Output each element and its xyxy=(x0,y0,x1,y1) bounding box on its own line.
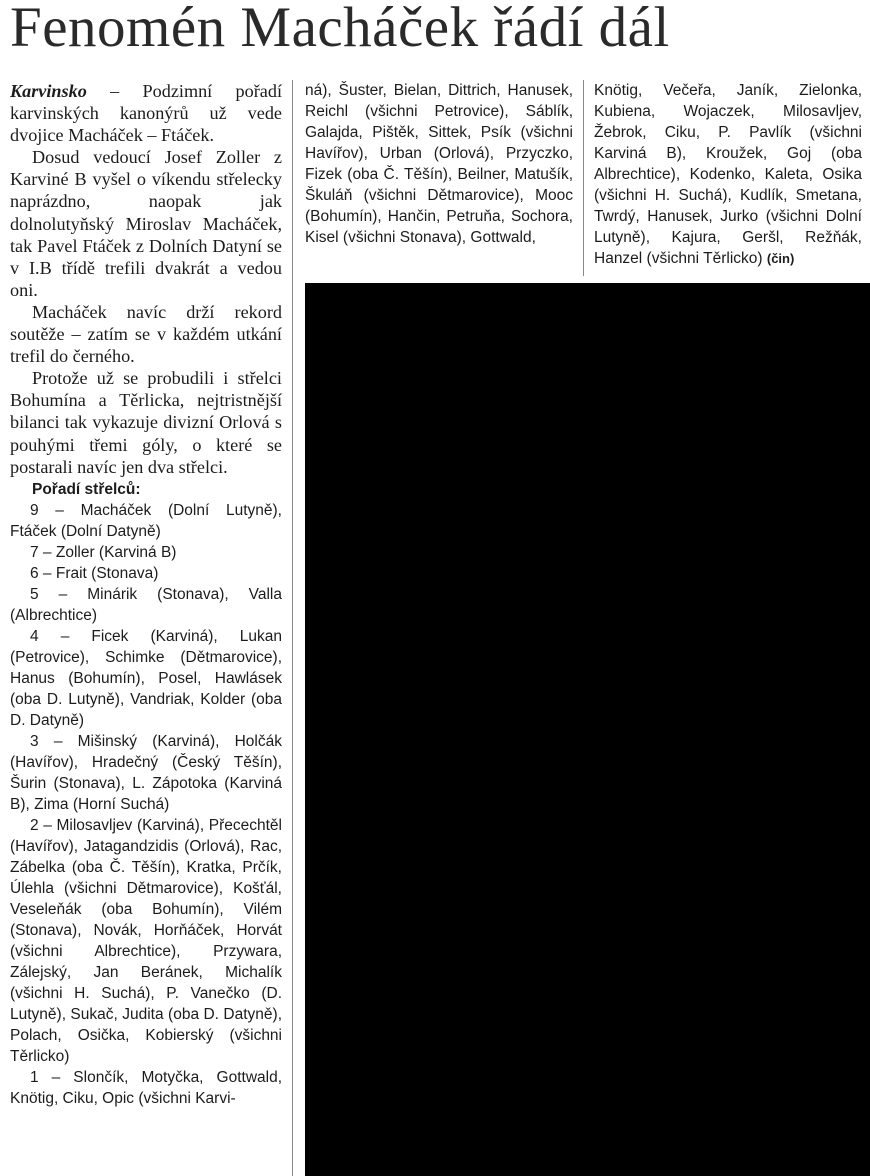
scorers-entry: 6 – Frait (Stonava) xyxy=(30,564,159,582)
body-paragraph: Protože už se probudili i střelci Bohumína a Těrlicka, nejtristnější bilanci tak vykazuje divizní Orlová s pouhými třemi góly, o které se postarali navíc jen dva střelci. xyxy=(10,368,282,477)
scorers-entry: 7 – Zoller (Karviná B) xyxy=(30,543,177,561)
author-signature: (čin) xyxy=(766,251,795,266)
article-column-2 xyxy=(305,80,573,280)
article-column-1 xyxy=(10,80,282,1176)
body-paragraph: Macháček navíc drží rekord soutěže – zatím se v každém utkání trefil do černého. xyxy=(10,301,282,367)
scorers-entry: 5 – Minárik (Stonava), Valla (Albrechtice) xyxy=(10,585,282,624)
scorers-continued-text: Knötig, Večeřa, Janík, Zielonka, Kubiena, Wojaczek, Milosavljev, Žebrok, Ciku, P. Pavlík (všichni Karviná B), Kroužek, Goj (oba Albrechtice), Kodenko, Kaleta, Osika (všichni H. Suchá), Kudlík, Smetana, Twrdý, Hanusek, Jurko (všichni Dolní Lutyně), Kajura, Geršl, Režňák, Hanzel (všichni Těrlicko) xyxy=(594,82,862,267)
scorers-entry: 4 – Ficek (Karviná), Lukan (Petrovice), Schimke (Dětmarovice), Hanus (Bohumín), Posel, Hawlásek (oba D. Lutyně), Vandriak, Kolder (oba D. Datyně) xyxy=(10,627,282,729)
dateline: Karvinsko xyxy=(10,81,87,101)
scorers-entry: 1 – Slončík, Motyčka, Gottwald, Knötig, Ciku, Opic (všichni Karvi- xyxy=(10,1068,282,1107)
scorers-entry: 2 – Milosavljev (Karviná), Přecechtěl (Havířov), Jatagandzidis (Orlová), Rac, Zábelka (oba Č. Těšín), Kratka, Prčík, Úlehla (všichni Dětmarovice), Košťál, Veseleňák (oba Bohumín), Vilém (Stonava), Novák, Horňáček, Horvát (všichni Albrechtice), Przywara, Zálejský, Jan Beránek, Michalík (všichni H. Suchá), P. Vanečko (D. Lutyně), Sukač, Judita (oba D. Datyně), Polach, Osička, Kobierský (všichni Těrlicko) xyxy=(10,816,282,1065)
redacted-block xyxy=(305,283,870,1176)
scorers-entry: 3 – Mišinský (Karviná), Holčák (Havířov), Hradečný (Český Těšín), Šurin (Stonava), L. Zápotoka (Karviná B), Zima (Horní Suchá) xyxy=(10,732,282,813)
body-paragraph: Dosud vedoucí Josef Zoller z Karviné B vyšel o víkendu střelecky naprázdno, naopak jak dolnolutyňský Miroslav Macháček, tak Pavel Ftáček z Dolních Datyní se v I.B třídě trefili dvakrát a vedou oni. xyxy=(10,147,282,300)
headline: Fenomén Macháček řádí dál xyxy=(10,0,670,59)
scorers-heading: Pořadí střelců: xyxy=(32,480,141,498)
scorers-continued: ná), Šuster, Bielan, Dittrich, Hanusek, Reichl (všichni Petrovice), Sáblík, Galajda, Pištěk, Sittek, Psík (všichni Havířov), Urban (Orlová), Przyczko, Fizek (oba Č. Těšín), Beilner, Matušík, Škuláň (všichni Dětmarovice), Mooc (Bohumín), Hančin, Petruňa, Sochora, Kisel (všichni Stonava), Gottwald, xyxy=(305,82,573,246)
column-divider xyxy=(292,80,293,1176)
scorers-list xyxy=(10,479,282,1109)
scorers-entry: 9 – Macháček (Dolní Lutyně), Ftáček (Dolní Datyně) xyxy=(10,501,282,540)
lead-text: – Podzimní pořadí karvinských kanonýrů už vede dvojice Macháček – Ftáček. xyxy=(10,81,282,146)
article-column-3 xyxy=(594,80,862,280)
lead-paragraph xyxy=(10,80,282,146)
column-divider xyxy=(583,80,584,276)
scorers-continued xyxy=(594,80,862,269)
